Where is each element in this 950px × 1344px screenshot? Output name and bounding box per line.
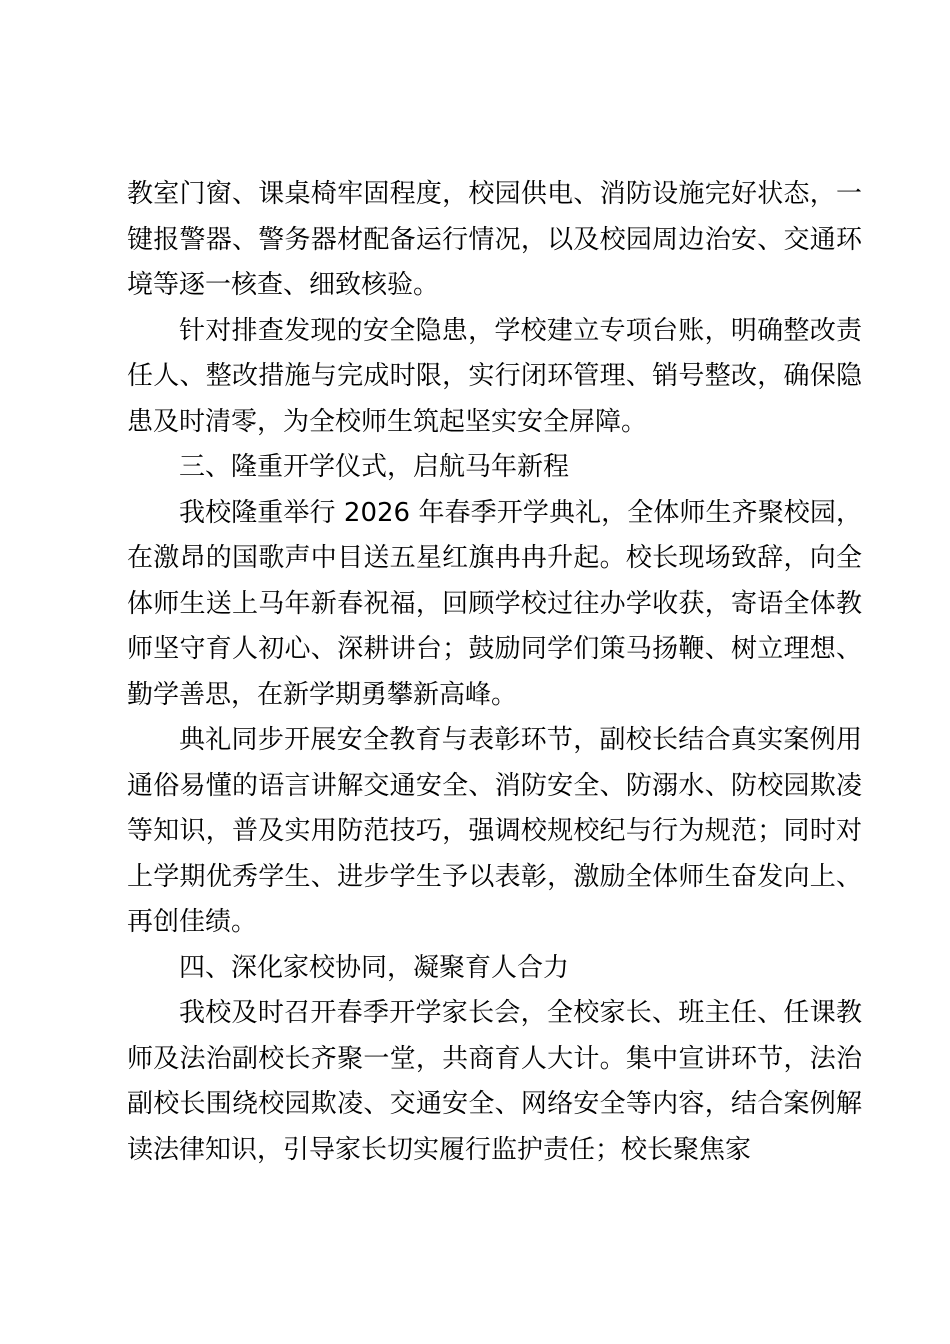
paragraph-safety-education: 典礼同步开展安全教育与表彰环节，副校长结合真实案例用通俗易懂的语言讲解交通安全、消防安全、防溺水、防校园欺凌等知识，普及实用防范技巧，强调校规校纪与行为规范；同时对上学期优秀学生、进步学生予以表彰，激励全体师生奋发向上、再创佳绩。 — [127, 725, 862, 937]
paragraph-parents-meeting: 我校及时召开春季开学家长会，全校家长、班主任、任课教师及法治副校长齐聚一堂，共商育人大计。集中宣讲环节，法治副校长围绕校园欺凌、交通安全、网络安全等内容，结合案例解读法律知识，引导家长切实履行监护责任；校长聚焦家 — [127, 998, 862, 1165]
paragraph-continued: 教室门窗、课桌椅牢固程度，校园供电、消防设施完好状态，一键报警器、警务器材配备运行情况，以及校园周边治安、交通环境等逐一核查、细致核验。 — [127, 179, 862, 300]
paragraph-opening-ceremony: 我校隆重举行 2026 年春季开学典礼，全体师生齐聚校园，在激昂的国歌声中目送五星红旗冉冉升起。校长现场致辞，向全体师生送上马年新春祝福，回顾学校过往办学收获，寄语全体教师坚守育人初心、深耕讲台；鼓励同学们策马扬鞭、树立理想、勤学善思，在新学期勇攀新高峰。 — [127, 497, 862, 710]
document-page — [127, 172, 862, 1173]
section-heading-3: 三、隆重开学仪式，启航马年新程 — [179, 452, 570, 482]
paragraph-hazard-rectification: 针对排查发现的安全隐患，学校建立专项台账，明确整改责任人、整改措施与完成时限，实行闭环管理、销号整改，确保隐患及时清零，为全校师生筑起坚实安全屏障。 — [127, 315, 862, 437]
section-heading-4: 四、深化家校协同，凝聚育人合力 — [179, 952, 570, 983]
